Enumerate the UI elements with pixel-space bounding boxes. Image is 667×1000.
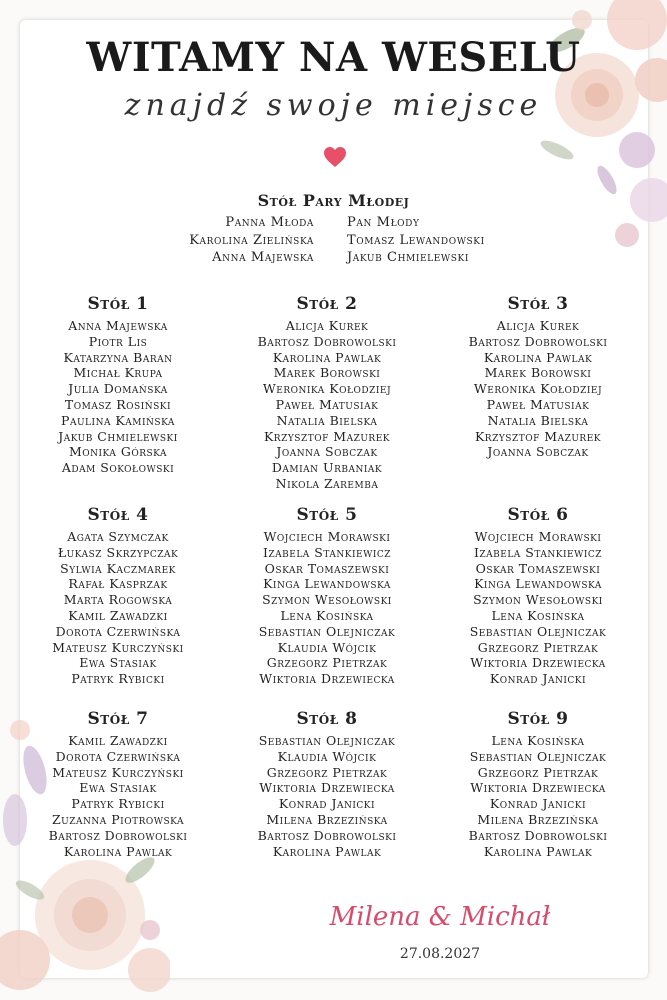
- table-title: Stół 6: [507, 505, 569, 525]
- guest-name: Konrad Janicki: [489, 671, 587, 687]
- guest-name: Patryk Rybicki: [71, 796, 165, 812]
- couple-guest: Karolina Zielińska: [189, 232, 314, 248]
- guest-name: Bartosz Dobrowolski: [48, 827, 188, 843]
- table-7: [13, 709, 223, 859]
- guest-name: Izabela Stankiewicz: [262, 544, 392, 560]
- guest-name: Bartosz Dobrowolski: [257, 333, 397, 349]
- guest-name: Szymon Wesołowski: [262, 592, 392, 608]
- guest-name: Łukasz Skrzypczak: [57, 544, 179, 560]
- table-1: [13, 294, 223, 476]
- guest-name: Klaudia Wójcik: [277, 639, 377, 655]
- guest-name: Mateusz Kurczyński: [52, 764, 184, 780]
- guest-name: Agata Szymczak: [67, 529, 169, 544]
- couple-table-title: Stół Pary Młodej: [257, 191, 410, 210]
- guest-name: Wojciech Morawski: [474, 529, 602, 544]
- guest-name: Dorota Czerwińska: [55, 748, 181, 764]
- guest-name: Ewa Stasiak: [79, 655, 157, 671]
- guest-name: Bartosz Dobrowolski: [468, 333, 608, 349]
- guest-name: Jakub Chmielewski: [58, 428, 178, 444]
- guest-name: Natalia Bielska: [487, 412, 589, 428]
- page-title: WITAMY NA WESELU: [86, 34, 581, 81]
- guest-name: Wojciech Morawski: [263, 529, 391, 544]
- groom-label: Pan Młody: [347, 215, 420, 230]
- table-title: Stół 9: [507, 709, 569, 729]
- guest-name: Milena Brzezińska: [266, 811, 388, 827]
- guest-name: Piotr Lis: [88, 333, 148, 349]
- guest-name: Wiktoria Drzewiecka: [259, 671, 395, 687]
- guest-name: Ewa Stasiak: [79, 780, 157, 796]
- couple-guest: Tomasz Lewandowski: [347, 232, 485, 248]
- guest-name: Sebastian Olejniczak: [258, 733, 396, 748]
- guest-name: Weronika Kołodziej: [262, 381, 392, 397]
- guest-name: Joanna Sobczak: [487, 444, 589, 460]
- table-title: Stół 2: [296, 294, 358, 314]
- guest-name: Paulina Kamińska: [61, 412, 175, 428]
- guest-name: Marek Borowski: [484, 365, 592, 381]
- guest-name: Izabela Stankiewicz: [473, 544, 603, 560]
- guest-name: Sylwia Kaczmarek: [60, 560, 176, 576]
- guest-name: Wiktoria Drzewiecka: [259, 780, 395, 796]
- table-title: Stół 1: [87, 294, 149, 314]
- table-title: Stół 7: [87, 709, 149, 729]
- guest-name: Szymon Wesołowski: [473, 592, 603, 608]
- guest-name: Grzegorz Pietrzak: [266, 655, 388, 671]
- guest-name: Weronika Kołodziej: [473, 381, 603, 397]
- guest-name: Kamil Zawadzki: [68, 733, 168, 748]
- couple-guest: Jakub Chmielewski: [347, 250, 470, 265]
- guest-name: Karolina Pawlak: [483, 843, 593, 859]
- table-2: [222, 294, 432, 492]
- guest-name: Wiktoria Drzewiecka: [470, 655, 606, 671]
- guest-name: Grzegorz Pietrzak: [477, 639, 599, 655]
- guest-name: Karolina Pawlak: [63, 843, 173, 859]
- couple-guest: Anna Majewska: [212, 250, 314, 265]
- guest-name: Karolina Pawlak: [272, 349, 382, 365]
- guest-name: Bartosz Dobrowolski: [468, 827, 608, 843]
- guest-name: Kamil Zawadzki: [68, 607, 168, 623]
- guest-name: Tomasz Rosiński: [64, 396, 172, 412]
- table-title: Stół 3: [507, 294, 569, 314]
- guest-name: Paweł Matusiak: [486, 396, 590, 412]
- guest-name: Mateusz Kurczyński: [52, 639, 184, 655]
- couple-table-left: [189, 214, 314, 267]
- table-9: [433, 709, 643, 859]
- bride-label: Panna Młoda: [225, 215, 314, 230]
- guest-name: Oskar Tomaszewski: [264, 560, 390, 576]
- table-title: Stół 5: [296, 505, 358, 525]
- guest-name: Lena Kosińska: [491, 607, 585, 623]
- guest-name: Oskar Tomaszewski: [475, 560, 601, 576]
- couple-names-signature: Milena & Michał: [329, 902, 551, 932]
- guest-name: Krzysztof Mazurek: [474, 428, 602, 444]
- guest-name: Dorota Czerwińska: [55, 623, 181, 639]
- couple-table-right: [347, 214, 485, 267]
- wedding-date: 27.08.2027: [399, 946, 481, 962]
- guest-name: Patryk Rybicki: [71, 671, 165, 687]
- guest-name: Marta Rogowska: [63, 592, 173, 608]
- table-title: Stół 4: [87, 505, 149, 525]
- guest-name: Konrad Janicki: [489, 796, 587, 812]
- table-6: [433, 505, 643, 687]
- guest-name: Grzegorz Pietrzak: [477, 764, 599, 780]
- guest-name: Lena Kosińska: [280, 607, 374, 623]
- heart-icon: [323, 146, 347, 168]
- guest-name: Kinga Lewandowska: [474, 576, 602, 592]
- page-subtitle: znajdź swoje miejsce: [124, 88, 543, 123]
- guest-name: Adam Sokołowski: [61, 460, 175, 476]
- table-4: [13, 505, 223, 687]
- guest-name: Lena Kosińska: [491, 733, 585, 748]
- guest-name: Alicja Kurek: [496, 318, 580, 333]
- guest-name: Sebastian Olejniczak: [469, 623, 607, 639]
- table-3: [433, 294, 643, 460]
- guest-name: Sebastian Olejniczak: [469, 748, 607, 764]
- table-title: Stół 8: [296, 709, 358, 729]
- guest-name: Nikola Zaremba: [275, 475, 379, 491]
- guest-name: Krzysztof Mazurek: [263, 428, 391, 444]
- guest-name: Karolina Pawlak: [483, 349, 593, 365]
- guest-name: Katarzyna Baran: [63, 349, 173, 365]
- guest-name: Rafał Kasprzak: [68, 576, 168, 592]
- guest-name: Klaudia Wójcik: [277, 748, 377, 764]
- guest-name: Anna Majewska: [68, 318, 168, 333]
- guest-name: Zuzanna Piotrowska: [51, 811, 185, 827]
- guest-name: Alicja Kurek: [285, 318, 369, 333]
- guest-name: Grzegorz Pietrzak: [266, 764, 388, 780]
- guest-name: Wiktoria Drzewiecka: [470, 780, 606, 796]
- guest-name: Sebastian Olejniczak: [258, 623, 396, 639]
- guest-name: Julia Domańska: [68, 381, 168, 397]
- guest-name: Karolina Pawlak: [272, 843, 382, 859]
- guest-name: Paweł Matusiak: [275, 396, 379, 412]
- guest-name: Marek Borowski: [273, 365, 381, 381]
- guest-name: Bartosz Dobrowolski: [257, 827, 397, 843]
- guest-name: Konrad Janicki: [278, 796, 376, 812]
- guest-name: Michał Krupa: [73, 365, 163, 381]
- guest-name: Natalia Bielska: [276, 412, 378, 428]
- table-8: [222, 709, 432, 859]
- table-5: [222, 505, 432, 687]
- guest-name: Kinga Lewandowska: [263, 576, 391, 592]
- guest-name: Damian Urbaniak: [271, 460, 383, 476]
- guest-name: Milena Brzezińska: [477, 811, 599, 827]
- guest-name: Monika Górska: [68, 444, 168, 460]
- guest-name: Joanna Sobczak: [276, 444, 378, 460]
